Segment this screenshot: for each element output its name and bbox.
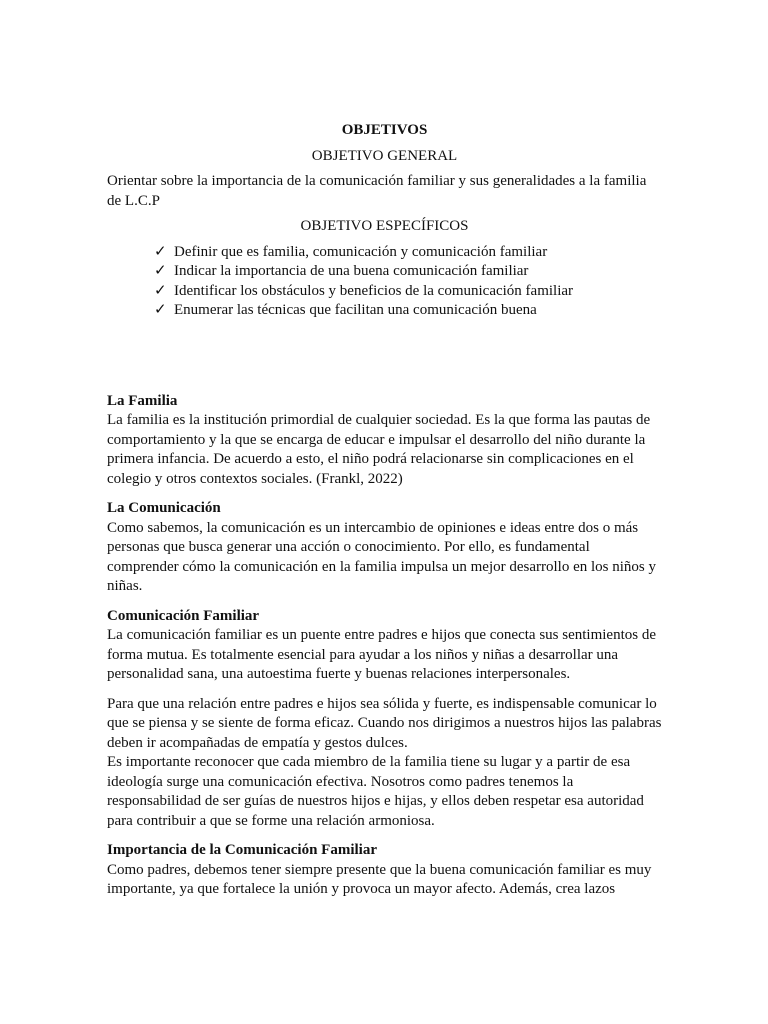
objetivos-title: OBJETIVOS [341, 122, 428, 138]
section-paragraph: Como sabemos, la comunicación es un intercambio de opiniones e ideas entre dos o más personas que busca generar una acción o conocimiento. Por ello, es fundamental comprender cómo la comunicación en la familia impulsa un mejor desarrollo en los niños y niñas. [107, 519, 657, 594]
list-item-text: Indicar la importancia de una buena comunicación familiar [174, 263, 529, 279]
checkmark-icon: ✓ [154, 302, 167, 318]
list-item [154, 262, 662, 282]
section-la-comunicacion [107, 499, 662, 597]
section-title: Comunicación Familiar [107, 607, 260, 624]
checkmark-icon: ✓ [154, 282, 167, 299]
section-paragraph: Es importante reconocer que cada miembro de la familia tiene su lugar y a partir de esa ideología surge una comunicación efectiva. Nosotros como padres tenemos la responsabilidad de ser guías de nuestros hijos e hijas, y ellos deben respetar esa autoridad para contribuir a que se forme una relación armoniosa. [107, 754, 644, 829]
list-item [154, 243, 662, 263]
objetivo-general-heading: OBJETIVO GENERAL [311, 147, 458, 164]
checkmark-icon: ✓ [154, 263, 167, 279]
checkmark-icon: ✓ [154, 243, 167, 260]
list-item-text: Definir que es familia, comunicación y comunicación familiar [174, 243, 548, 260]
section-title: Importancia de la Comunicación Familiar [107, 842, 377, 858]
section-comunicacion-familiar [107, 607, 662, 685]
list-item-text: Identificar los obstáculos y beneficios de la comunicación familiar [174, 282, 574, 299]
list-item [154, 282, 662, 302]
objetivo-general-text: Orientar sobre la importancia de la comunicación familiar y sus generalidades a la familia de L.C.P [107, 173, 647, 209]
section-title: La Familia [107, 392, 178, 409]
section-paragraph: Como padres, debemos tener siempre presente que la buena comunicación familiar es muy importante, ya que fortalece la unión y provoca un mayor afecto. Además, crea lazos [107, 861, 652, 897]
section-importancia-comunicacion [107, 841, 662, 900]
section-la-familia [107, 392, 662, 490]
list-item-text: Enumerar las técnicas que facilitan una comunicación buena [174, 302, 537, 318]
list-item [154, 301, 662, 321]
section-paragraph: La familia es la institución primordial de cualquier sociedad. Es la que forma las pautas de comportamiento y la que se encarga de educar e impulsar el desarrollo del niño durante la primera infancia. De acuerdo a esto, el niño podrá relacionarse sin complicaciones en el colegio y otros contextos sociales. (Frankl, 2022) [107, 412, 651, 487]
objetivos-especificos-list [107, 243, 662, 321]
section-paragraph: La comunicación familiar es un puente entre padres e hijos que conecta sus sentimientos de forma mutua. Es totalmente esencial para ayudar a los niños y niñas a desarrollar una personalidad sana, una autoestima fuerte y buenas relaciones interpersonales. [107, 627, 656, 682]
document-page [107, 121, 662, 900]
section-paragraph: Para que una relación entre padres e hijos sea sólida y fuerte, es indispensable comunicar lo que se piensa y se siente de forma eficaz. Cuando nos dirigimos a nuestros hijos las palabras deben ir acompañadas de empatía y gestos dulces. [107, 695, 662, 751]
section-spacer [107, 321, 662, 382]
section-relacion-padres-hijos [107, 695, 662, 832]
objetivo-especificos-heading: OBJETIVO ESPECÍFICOS [300, 218, 469, 234]
section-title: La Comunicación [107, 500, 221, 516]
